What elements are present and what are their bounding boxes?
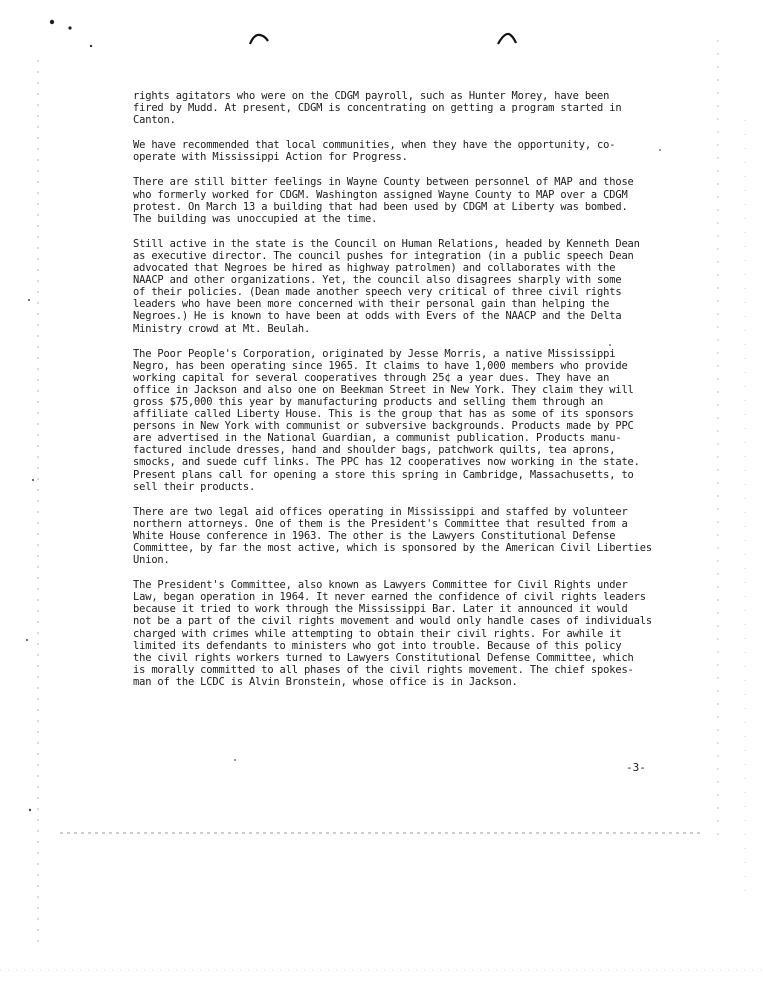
paragraph-cdgm-payroll: rights agitators who were on the CDGM payroll, such as Hunter Morey, have been fired by Mudd. At present, CDGM is concentrating on getting a program started in Canton. xyxy=(133,90,622,127)
paragraph-presidents-committee: The President's Committee, also known as Lawyers Committee for Civil Rights under Law, began operation in 1964. It never earned the confidence of civil rights leaders because it tried to work through the Mississippi Bar. Later it announced it would not be a part of the civil rights movement and would only handle cases of individuals charged with crimes while attempting to obtain their civil rights. For awhile it limited its defendants to ministers who got into trouble. Because of this policy the civil rights workers turned to Lawyers Constitutional Defense Committee, which is morally committed to all phases of the civil rights movement. The chief spokes- man of the LCDC is Alvin Bronstein, whose office is in Jackson. xyxy=(133,579,652,688)
paragraph-human-relations-council: Still active in the state is the Council on Human Relations, headed by Kenneth Dean as executive director. The council pushes for integration (in a public speech Dean advocated that Negroes be hired as highway patrolmen) and collaborates with the NAACP and other organizations. Yet, the council also disagrees sharply with some of their policies. (Dean made another speech very critical of three civil rights leaders who have been more concerned with their personal gain than helping the Negroes.) He is known to have been at odds with Evers of the NAACP and the Delta Ministry crowd at Mt. Beulah. xyxy=(133,237,640,335)
paragraph-wayne-county: There are still bitter feelings in Wayne County between personnel of MAP and those who formerly worked for CDGM. Washington assigned Wayne County to MAP over a CDGM protest. On March 13 a building that had been used by CDGM at Liberty was bombed. The building was unoccupied at the time. xyxy=(133,176,634,225)
page-number: -3- xyxy=(626,761,646,774)
paragraph-recommendation: We have recommended that local communities, when they have the opportunity, co- operate with Mississippi Action for Progress. xyxy=(133,139,616,164)
paragraph-poor-peoples-corporation: The Poor People's Corporation, originated by Jesse Morris, a native Mississippi Negro, has been operating since 1965. It claims to have 1,000 members who provide working capital for several cooperatives through 25¢ a year dues. They have an office in Jackson and also one on Beekman Street in New York. They claim they will gross $75,000 this year by manufacturing products and selling them through an affiliate called Liberty House. This is the group that has as some of its sponsors persons in New York with communist or subversive backgrounds. Products made by PPC are advertised in the National Guardian, a communist publication. Products manu- factured include dresses, hand and shoulder bags, patchwork quilts, tea aprons, smocks, and suede cuff links. The PPC has 12 cooperatives now working in the state. Present plans call for opening a store this spring in Cambridge, Massachusetts, to sell their products. xyxy=(133,347,640,493)
paragraph-legal-aid-offices: There are two legal aid offices operating in Mississippi and staffed by volunteer northern attorneys. One of them is the President's Committee that resulted from a White House conference in 1963. The other is the Lawyers Constitutional Defense Committee, by far the most active, which is sponsored by the American Civil Liberties Union. xyxy=(133,505,652,567)
document-body xyxy=(133,90,653,701)
